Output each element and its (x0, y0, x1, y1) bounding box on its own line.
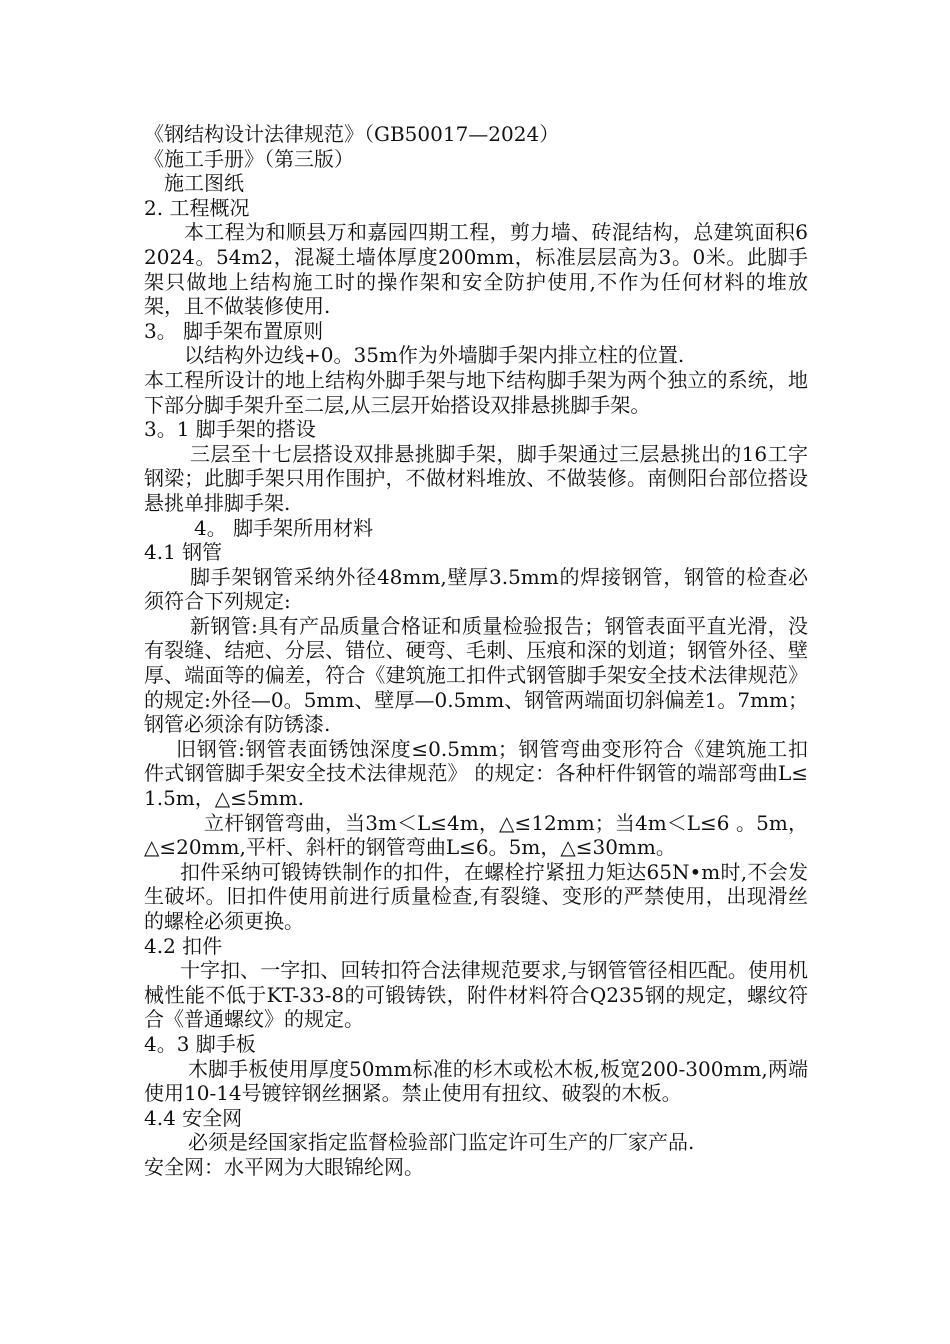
section-heading: 4.2 扣件 (144, 933, 223, 958)
body-paragraph: 木脚手板使用厚度50mm标准的杉木或松木板,板宽200-300mm,两端使用10-14号镀锌钢丝捆紧。禁止使用有扭纹、破裂的木板。 (144, 1056, 808, 1106)
body-paragraph: 扣件采纳可锻铸铁制作的扣件，在螺栓拧紧扭力矩达65N•m时,不会发生破坏。旧扣件使用前进行质量检查,有裂缝、变形的严禁使用，出现滑丝的螺栓必须更换。 (144, 859, 808, 933)
section-heading: 2. 工程概况 (144, 195, 250, 220)
reference-line: 《钢结构设计法律规范》（GB50017—2024） (144, 122, 560, 146)
body-paragraph: 新钢管:具有产品质量合格证和质量检验报告；钢管表面平直光滑，没有裂缝、结疤、分层、错位、硬弯、毛刺、压痕和深的划道；钢管外径、壁厚、端面等的偏差，符合《建筑施工扣件式钢管脚手架安全技术法律规范》的规定:外径—0。5mm、壁厚—0.5mm、钢管两端面切斜偏差1。7mm；钢管必须涂有防锈漆. (144, 613, 808, 737)
body-paragraph: 立杆钢管弯曲，当3m＜L≤4m，△≤12mm；当4m＜L≤6 。5m，△≤20mm,平杆、斜杆的钢管弯曲L≤6。5m，△≤30mm。 (144, 810, 808, 860)
section-heading: 4.1 钢管 (144, 540, 223, 565)
section-heading: 4。 脚手架所用材料 (194, 515, 374, 540)
body-paragraph: 本工程为和顺县万和嘉园四期工程，剪力墙、砖混结构，总建筑面积62024。54m2，混凝土墙体厚度200mm，标准层层高为3。0米。此脚手架只做地上结构施工时的操作架和安全防护使用,不作为任何材料的堆放架，且不做装修使用. (144, 220, 808, 319)
body-paragraph: 三层至十七层搭设双排悬挑脚手架，脚手架通过三层悬挑出的16工字钢梁；此脚手架只用作围护，不做材料堆放、不做装修。南侧阳台部位搭设悬挑单排脚手架. (144, 441, 808, 515)
reference-line: 施工图纸 (164, 171, 244, 196)
body-paragraph: 脚手架钢管采纳外径48mm,壁厚3.5mm的焊接钢管，钢管的检查必须符合下列规定: (144, 564, 808, 614)
body-paragraph: 安全网：水平网为大眼锦纶网。 (144, 1154, 424, 1179)
body-paragraph: 旧钢管:钢管表面锈蚀深度≤0.5mm；钢管弯曲变形符合《建筑施工扣件式钢管脚手架安全技术法律规范》 的规定：各种杆件钢管的端部弯曲L≤1.5m，△≤5mm. (144, 736, 808, 811)
body-paragraph: 必须是经国家指定监督检验部门监定许可生产的厂家产品. (188, 1130, 695, 1155)
body-paragraph: 以结构外边线+0。35m作为外墙脚手架内排立柱的位置. (184, 343, 685, 368)
body-paragraph: 本工程所设计的地上结构外脚手架与地下结构脚手架为两个独立的系统，地下部分脚手架升至二层,从三层开始搭设双排悬挑脚手架。 (144, 367, 808, 417)
section-heading: 4.4 安全网 (144, 1105, 243, 1130)
section-heading: 3。1 脚手架的搭设 (144, 417, 316, 442)
section-heading: 3。 脚手架布置原则 (144, 318, 324, 343)
section-heading: 4。3 脚手板 (144, 1031, 256, 1056)
document-page (144, 122, 808, 1180)
reference-line: 《施工手册》（第三版） (144, 146, 354, 171)
body-paragraph: 十字扣、一字扣、回转扣符合法律规范要求,与钢管管径相匹配。使用机械性能不低于KT-33-8的可锻铸铁，附件材料符合Q235钢的规定，螺纹符合《普通螺纹》的规定。 (144, 958, 808, 1032)
